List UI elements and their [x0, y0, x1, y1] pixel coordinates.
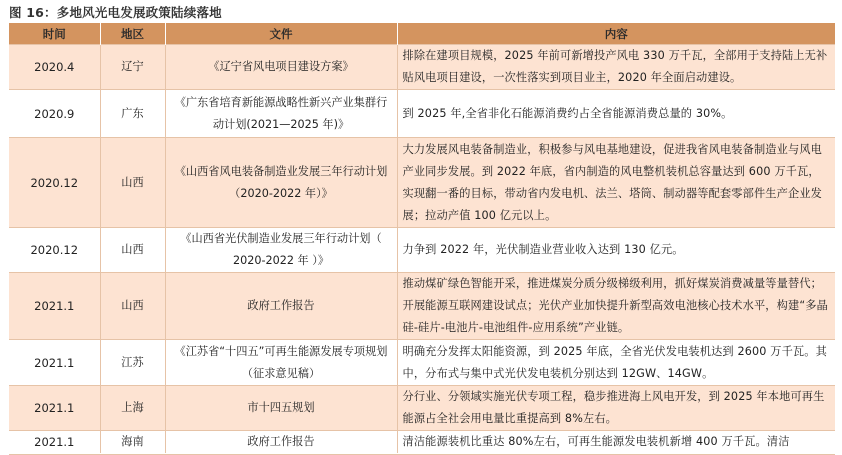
cell-region: 山西 [100, 138, 165, 228]
table-row [9, 90, 835, 138]
table-row [9, 45, 835, 90]
cell-time: 2020.4 [9, 45, 100, 90]
cell-file: 市十四五规划 [165, 386, 397, 431]
cell-file: 《广东省培育新能源战略性新兴产业集群行动计划(2021—2025 年)》 [165, 90, 397, 138]
cell-time: 2021.1 [9, 431, 100, 454]
table-row [9, 138, 835, 228]
cell-region: 海南 [100, 431, 165, 454]
cell-content: 清洁能源装机比重达 80%左右，可再生能源发电装机新增 400 万千瓦。清洁 [397, 431, 835, 454]
cell-content: 排除在建项目规模，2025 年前可新增投产风电 330 万千瓦，全部用于支持陆上无补贴风电项目建设，一次性落实到项目业主，2020 年全面启动建设。 [397, 45, 835, 90]
cell-content: 推动煤矿绿色智能开采，推进煤炭分质分级梯级利用，抓好煤炭消费减量等量替代；开展能源互联网建设试点；光伏产业加快提升新型高效电池核心技术水平，构建“多晶硅-硅片-电池片-电池组件-应用系统”产业链。 [397, 273, 835, 340]
cell-file: 《山西省光伏制造业发展三年行动计划（ 2020-2022 年 ）》 [165, 228, 397, 273]
table-row [9, 386, 835, 431]
cell-time: 2020.12 [9, 228, 100, 273]
cell-time: 2020.12 [9, 138, 100, 228]
cell-region: 上海 [100, 386, 165, 431]
cell-content: 到 2025 年,全省非化石能源消费约占全省能源消费总量的 30%。 [397, 90, 835, 138]
cell-region: 山西 [100, 228, 165, 273]
cell-time: 2021.1 [9, 273, 100, 340]
figure-caption: 图 16：多地风光电发展政策陆续落地 [9, 5, 222, 20]
table-row [9, 228, 835, 273]
cell-file: 《山西省风电装备制造业发展三年行动计划（2020-2022 年）》 [165, 138, 397, 228]
policy-table [9, 23, 835, 453]
cell-content: 力争到 2022 年，光伏制造业营业收入达到 130 亿元。 [397, 228, 835, 273]
table-row [9, 431, 835, 454]
header-content: 内容 [397, 23, 835, 45]
cell-file: 《辽宁省风电项目建设方案》 [165, 45, 397, 90]
cell-content: 明确充分发挥太阳能资源，到 2025 年底，全省光伏发电装机达到 2600 万千瓦。其中，分布式与集中式光伏发电装机分别达到 12GW、14GW。 [397, 340, 835, 386]
table-row [9, 273, 835, 340]
table-header-row [9, 23, 835, 45]
cell-time: 2021.1 [9, 386, 100, 431]
header-region: 地区 [100, 23, 165, 45]
cell-file: 《江苏省“十四五”可再生能源发展专项规划（征求意见稿） [165, 340, 397, 386]
cell-region: 山西 [100, 273, 165, 340]
cell-content: 大力发展风电装备制造业，积极参与风电基地建设，促进我省风电装备制造业与风电产业同步发展。到 2022 年底，省内制造的风电整机装机总容量达到 600 万千瓦，实现翻一番的目标，带动省内发电机、法兰、塔筒、制动器等配套零部件生产企业发展；拉动产值 100 亿元以上。 [397, 138, 835, 228]
cell-time: 2020.9 [9, 90, 100, 138]
header-file: 文件 [165, 23, 397, 45]
cell-region: 广东 [100, 90, 165, 138]
cell-content: 分行业、分领域实施光伏专项工程，稳步推进海上风电开发，到 2025 年本地可再生能源占全社会用电量比重提高到 8%左右。 [397, 386, 835, 431]
cell-file: 政府工作报告 [165, 431, 397, 454]
table-row [9, 340, 835, 386]
cell-file: 政府工作报告 [165, 273, 397, 340]
cell-time: 2021.1 [9, 340, 100, 386]
cell-region: 江苏 [100, 340, 165, 386]
header-time: 时间 [9, 23, 100, 45]
cell-region: 辽宁 [100, 45, 165, 90]
